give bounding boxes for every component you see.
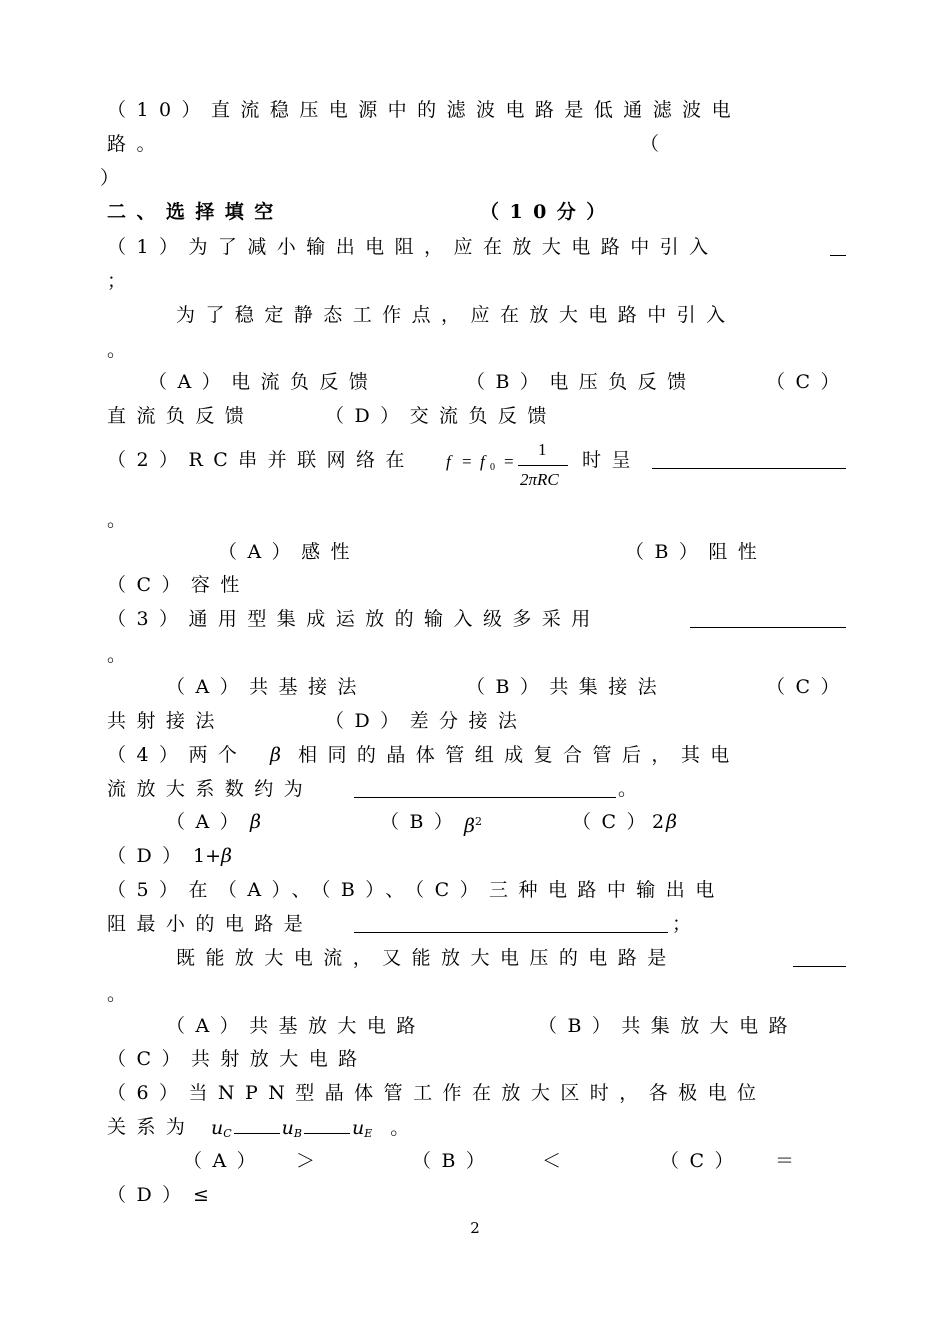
q5-line2: 阻最小的电路是 <box>107 913 314 935</box>
q4-tail: 。 <box>618 778 648 800</box>
q6-option-a-val: ＞ <box>296 1150 326 1172</box>
q5-blank-2[interactable] <box>793 948 846 967</box>
q1-option-c-text: 直流负反馈 <box>107 405 255 427</box>
q6-option-c-val: ＝ <box>775 1150 805 1172</box>
q4-line1a: （4）两个 <box>107 744 248 766</box>
q5-option-b: （B）共集放大电路 <box>538 1015 799 1037</box>
q2-option-a: （A）感性 <box>218 541 360 563</box>
q6-option-c: （C） <box>660 1150 744 1172</box>
q10-paren-open: （ <box>640 133 670 155</box>
q2-formula-f: f <box>446 452 451 471</box>
q10-line-2: 路。 <box>107 133 166 155</box>
section-title: 二、选择填空 <box>107 201 284 223</box>
q2-formula-sub0: 0 <box>490 462 495 473</box>
q6-option-b-val: ＜ <box>542 1150 572 1172</box>
q4-option-d: （D） <box>107 845 192 867</box>
q3-option-a: （A）共基接法 <box>166 676 367 698</box>
q4-line1b: 相同的晶体管组成复合管后，其电 <box>298 744 740 766</box>
q6-option-d-val: ≤ <box>193 1184 220 1206</box>
section-score: （10分） <box>480 201 616 223</box>
q6-blank-2[interactable] <box>304 1115 350 1134</box>
q3-option-b: （B）共集接法 <box>466 676 668 698</box>
q2-tail: 。 <box>107 509 137 531</box>
q4-option-b-val: β2 <box>464 815 482 837</box>
q2-option-c: （C）容性 <box>107 574 250 596</box>
q1-blank-1[interactable] <box>830 237 846 256</box>
q2-blank[interactable] <box>652 450 846 469</box>
q5-tail2: ； <box>672 913 702 935</box>
page-number: 2 <box>470 1219 480 1237</box>
q1-tail1: ； <box>107 270 137 292</box>
q4-option-a: （A） <box>166 811 250 833</box>
q3-tail: 。 <box>107 644 137 666</box>
q10-line: （10）直流稳压电源中的滤波电路是低通滤波电 <box>107 99 742 121</box>
q4-option-a-val: β <box>250 811 261 833</box>
q2-fraction-bar <box>518 465 568 466</box>
q3-blank[interactable] <box>690 609 846 628</box>
q4-beta: β <box>270 744 281 766</box>
q2-lead: （2）RC串并联网络在 <box>107 449 415 471</box>
q5-line1: （5）在（A）、（B）、（C）三种电路中输出电 <box>107 879 725 901</box>
q6-relation: uC uB uE 。 <box>211 1117 410 1140</box>
q10-paren-close: ） <box>100 167 130 189</box>
q3-option-c: （C） <box>766 676 850 698</box>
q6-option-d: （D） <box>107 1184 192 1206</box>
q2-option-b: （B）阻性 <box>625 541 768 563</box>
q4-option-c-val: 2β <box>652 811 677 833</box>
q2-mid: 时呈 <box>582 449 641 471</box>
q4-option-c: （C） <box>572 811 656 833</box>
q3-option-c-text: 共射接法 <box>107 710 225 732</box>
q3-line1: （3）通用型集成运放的输入级多采用 <box>107 608 601 630</box>
q6-line1: （6）当NPN型晶体管工作在放大区时，各极电位 <box>107 1082 767 1104</box>
q1-option-c: （C） <box>766 371 850 393</box>
q2-formula-f0: f <box>480 452 485 471</box>
q1-option-d: （D）交流负反馈 <box>325 405 557 427</box>
q2-formula-eq1: = <box>462 452 472 471</box>
q4-option-d-val: 1+β <box>193 845 232 867</box>
q6-option-b: （B） <box>412 1150 496 1172</box>
q5-blank-1[interactable] <box>354 914 668 933</box>
q2-formula-numerator: 1 <box>538 440 547 459</box>
q1-option-b: （B）电压负反馈 <box>466 371 697 393</box>
q2-formula-denominator: 2πRC <box>520 470 559 489</box>
q1-tail2: 。 <box>107 339 137 361</box>
q5-option-a: （A）共基放大电路 <box>166 1015 426 1037</box>
q1-option-a: （A）电流负反馈 <box>148 371 379 393</box>
q1-line1: （1）为了减小输出电阻，应在放大电路中引入 <box>107 236 719 258</box>
q3-option-d: （D）差分接法 <box>325 710 528 732</box>
q5-line3: 既能放大电流，又能放大电压的电路是 <box>176 947 677 969</box>
q4-line2: 流放大系数约为 <box>107 778 314 800</box>
q5-option-c: （C）共射放大电路 <box>107 1048 368 1070</box>
q2-formula-eq2: = <box>504 452 514 471</box>
q4-blank[interactable] <box>354 779 616 798</box>
q6-line2: 关系为 <box>107 1116 196 1138</box>
q6-option-a: （A） <box>183 1150 267 1172</box>
q4-option-b: （B） <box>380 811 464 833</box>
q5-tail3: 。 <box>107 983 137 1005</box>
q1-line2: 为了稳定静态工作点，应在放大电路中引入 <box>176 304 736 326</box>
q6-blank-1[interactable] <box>234 1115 280 1134</box>
